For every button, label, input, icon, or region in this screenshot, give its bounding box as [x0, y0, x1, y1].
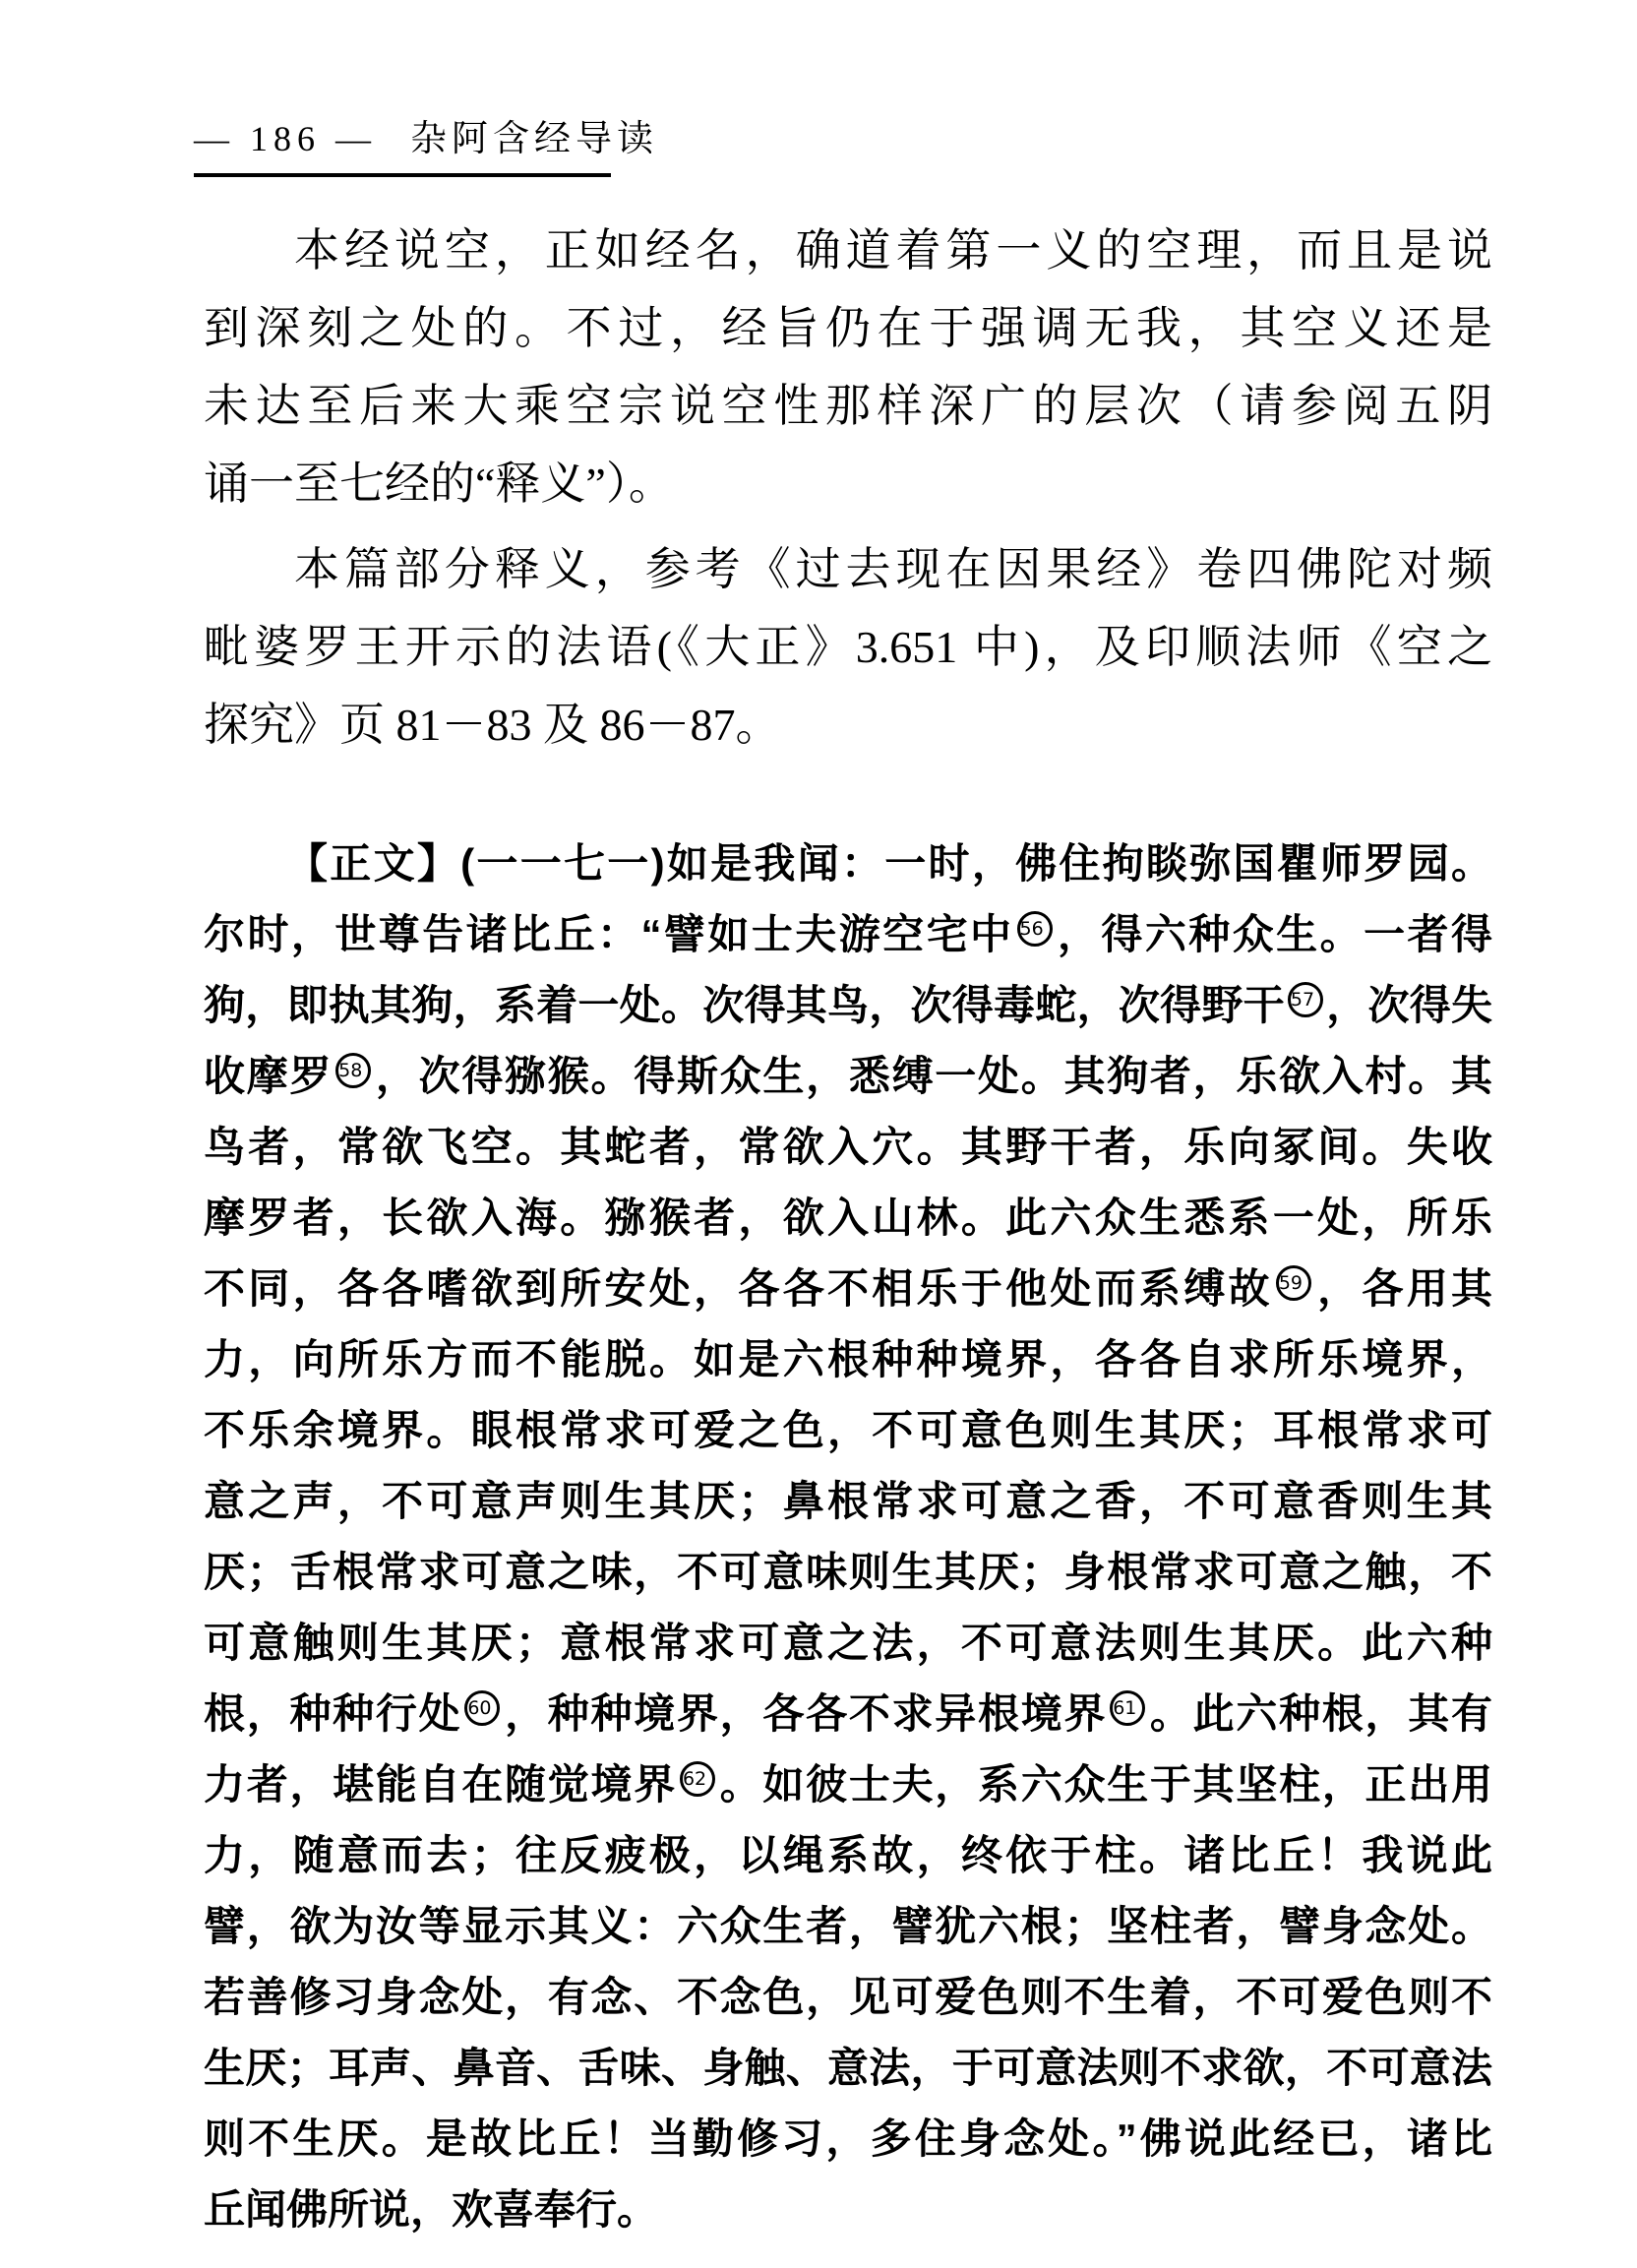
text-line: 力，向所乐方而不能脱。如是六根种种境界，各各自求所乐境界， [204, 1336, 1492, 1382]
footnote-marker: 60 [464, 1690, 500, 1726]
footnote-marker: 57 [1288, 982, 1323, 1017]
footnote-marker: 58 [335, 1053, 371, 1088]
text-line: 力者，堪能自在随觉境界 62 。如彼士夫，系六众生于其坚柱，正出用 [204, 1761, 1492, 1808]
text-line: 可意触则生其厌；意根常求可意之法，不可意法则生其厌。此六种 [204, 1620, 1492, 1666]
page-number: — 186 — [194, 119, 377, 158]
text-line: 【正文】(一一七一)如是我闻：一时，佛住拘睒弥国瞿师罗园。 [286, 840, 1492, 887]
text-line: 到深刻之处的。不过，经旨仍在于强调无我，其空义还是 [204, 303, 1492, 353]
footnote-marker: 61 [1110, 1690, 1145, 1726]
footnote-marker: 62 [680, 1761, 715, 1797]
text-line: 则不生厌。是故比丘！当勤修习，多住身念处。”佛说此经已，诸比 [204, 2115, 1492, 2162]
text-line: 意之声，不可意声则生其厌；鼻根常求可意之香，不可意香则生其 [204, 1478, 1492, 1524]
footnote-marker: 59 [1276, 1265, 1311, 1301]
text-line: 摩罗者，长欲入海。猕猴者，欲入山林。此六众生悉系一处，所乐 [204, 1195, 1492, 1241]
text-line: 毗婆罗王开示的法语(《大正》3.651 中)，及印顺法师《空之 [204, 622, 1492, 672]
sutra-paragraph [204, 828, 1492, 2245]
book-title: 杂阿含经导读 [410, 119, 658, 159]
text-line: 尔时，世尊告诸比丘：“譬如士夫游空宅中 56 ，得六种众生。一者得 [204, 911, 1492, 957]
text-line: 鸟者，常欲飞空。其蛇者，常欲入穴。其野干者，乐向冢间。失收 [204, 1124, 1492, 1170]
text-line: 厌；舌根常求可意之味，不可意味则生其厌；身根常求可意之触，不 [204, 1549, 1492, 1595]
text-line: 若善修习身念处，有念、不念色，见可爱色则不生着，不可爱色则不 [204, 1974, 1492, 2020]
text-line: 本篇部分释义，参考《过去现在因果经》卷四佛陀对频 [294, 544, 1492, 594]
text-line: 探究》页 81－83 及 86－87。 [204, 700, 781, 750]
text-line: 未达至后来大乘空宗说空性那样深广的层次（请参阅五阴 [204, 381, 1492, 431]
footnote-marker: 56 [1017, 911, 1053, 947]
text-line: 诵一至七经的“释义”）。 [204, 459, 674, 509]
intro-paragraph-2 [204, 530, 1492, 764]
text-line: 狗，即执其狗，系着一处。次得其鸟，次得毒蛇，次得野干 57 ，次得失 [204, 982, 1492, 1028]
text-line: 生厌；耳声、鼻音、舌味、身触、意法，于可意法则不求欲，不可意法 [204, 2045, 1492, 2091]
text-line: 本经说空，正如经名，确道着第一义的空理，而且是说 [294, 225, 1492, 276]
text-line: 譬，欲为汝等显示其义：六众生者，譬犹六根；坚柱者，譬身念处。 [204, 1903, 1492, 1949]
text-line: 收摩罗 58 ，次得猕猴。得斯众生，悉缚一处。其狗者，乐欲入村。其 [204, 1053, 1492, 1099]
page-header [194, 108, 658, 177]
text-line: 力，随意而去；往反疲极，以绳系故，终依于柱。诸比丘！我说此 [204, 1832, 1492, 1878]
intro-paragraph-1 [204, 212, 1492, 522]
page-content [204, 212, 1492, 2245]
text-line: 不同，各各嗜欲到所安处，各各不相乐于他处而系缚故 59 ，各用其 [204, 1265, 1492, 1312]
text-line: 不乐余境界。眼根常求可爱之色，不可意色则生其厌；耳根常求可 [204, 1407, 1492, 1453]
text-line: 根，种种行处 60 ，种种境界，各各不求异根境界 61 。此六种根，其有 [204, 1690, 1492, 1737]
text-line: 丘闻佛所说，欢喜奉行。 [204, 2186, 659, 2233]
